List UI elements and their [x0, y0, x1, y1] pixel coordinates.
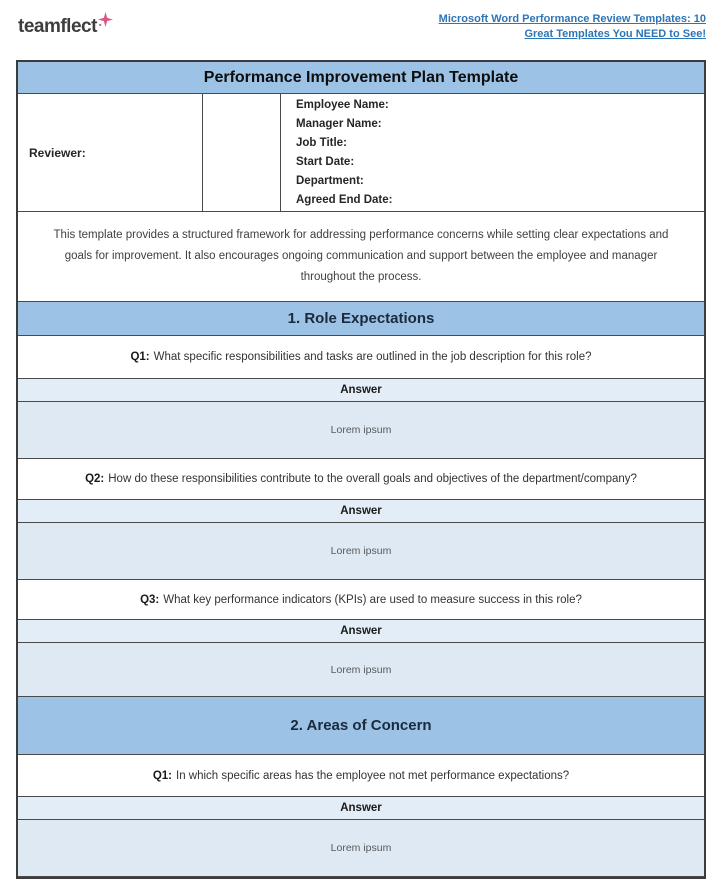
q3-text: What key performance indicators (KPIs) are used to measure success in this role?	[163, 593, 582, 606]
answer-placeholder[interactable]: Lorem ipsum	[330, 663, 392, 676]
description-text: This template provides a structured framework for addressing performance concerns while setting clear expectations and goals for improvement. It also encourages ongoing communication and support between the employee and manager throughout the process.	[53, 229, 669, 283]
q1-label: Q1:	[130, 351, 150, 363]
answer-header-s2-q1	[18, 797, 704, 820]
page-header	[0, 0, 720, 60]
answer-header-s1-q2	[18, 500, 704, 523]
section-heading-areas-of-concern	[18, 697, 704, 755]
info-row	[18, 94, 704, 212]
answer-header-s1-q3	[18, 620, 704, 643]
answer-cell-s1-q1[interactable]	[18, 402, 704, 459]
answer-header-s1-q1	[18, 379, 704, 402]
answer-label: Answer	[340, 802, 382, 814]
answer-cell-s2-q1[interactable]	[18, 820, 704, 877]
reviewer-label-cell	[18, 94, 203, 211]
answer-placeholder[interactable]: Lorem ipsum	[330, 424, 392, 436]
q1-text: What specific responsibilities and tasks are outlined in the job description for this role?	[153, 351, 592, 363]
answer-placeholder[interactable]: Lorem ipsum	[330, 842, 392, 854]
field-job-title: Job Title:	[296, 136, 347, 149]
answer-cell-s1-q2[interactable]	[18, 523, 704, 580]
reviewer-value-cell[interactable]	[203, 94, 281, 211]
answer-cell-s1-q3[interactable]	[18, 643, 704, 697]
reviewer-label: Reviewer:	[29, 145, 86, 160]
question-row-s2-q1	[18, 755, 704, 797]
teamflect-logo	[18, 16, 113, 38]
employee-info-cell	[281, 94, 704, 211]
question-row-s1-q1	[18, 336, 704, 379]
pip-template-table	[16, 60, 706, 879]
field-employee-name: Employee Name:	[296, 98, 389, 111]
q2-text: How do these responsibilities contribute to the overall goals and objectives of the department/company?	[108, 473, 637, 485]
answer-placeholder[interactable]: Lorem ipsum	[330, 545, 392, 557]
field-agreed-end-date: Agreed End Date:	[296, 193, 393, 206]
question-row-s1-q3	[18, 580, 704, 620]
s2-q1-text: In which specific areas has the employee not met performance expectations?	[176, 769, 570, 782]
field-department: Department:	[296, 174, 364, 187]
header-link-line2[interactable]: Great Templates You NEED to See!	[524, 28, 706, 40]
header-link-line1[interactable]: Microsoft Word Performance Review Templates: 10	[438, 13, 706, 25]
document-title-bar	[18, 62, 704, 94]
section-2-heading-text: 2. Areas of Concern	[290, 717, 432, 734]
field-manager-name: Manager Name:	[296, 117, 382, 130]
sparkle-plus-icon	[98, 12, 113, 27]
section-heading-role-expectations	[18, 302, 704, 336]
q3-label: Q3:	[140, 593, 160, 606]
header-link[interactable]	[439, 12, 706, 42]
answer-label: Answer	[340, 505, 382, 517]
q2-label: Q2:	[85, 473, 105, 485]
answer-label: Answer	[340, 384, 382, 396]
field-start-date: Start Date:	[296, 155, 355, 168]
logo-text: teamflect	[18, 16, 97, 37]
section-1-heading-text: 1. Role Expectations	[287, 310, 435, 327]
question-row-s1-q2	[18, 459, 704, 500]
description-row	[18, 212, 704, 302]
answer-label: Answer	[340, 625, 382, 637]
s2-q1-label: Q1:	[152, 769, 173, 782]
document-title: Performance Improvement Plan Template	[203, 68, 519, 86]
